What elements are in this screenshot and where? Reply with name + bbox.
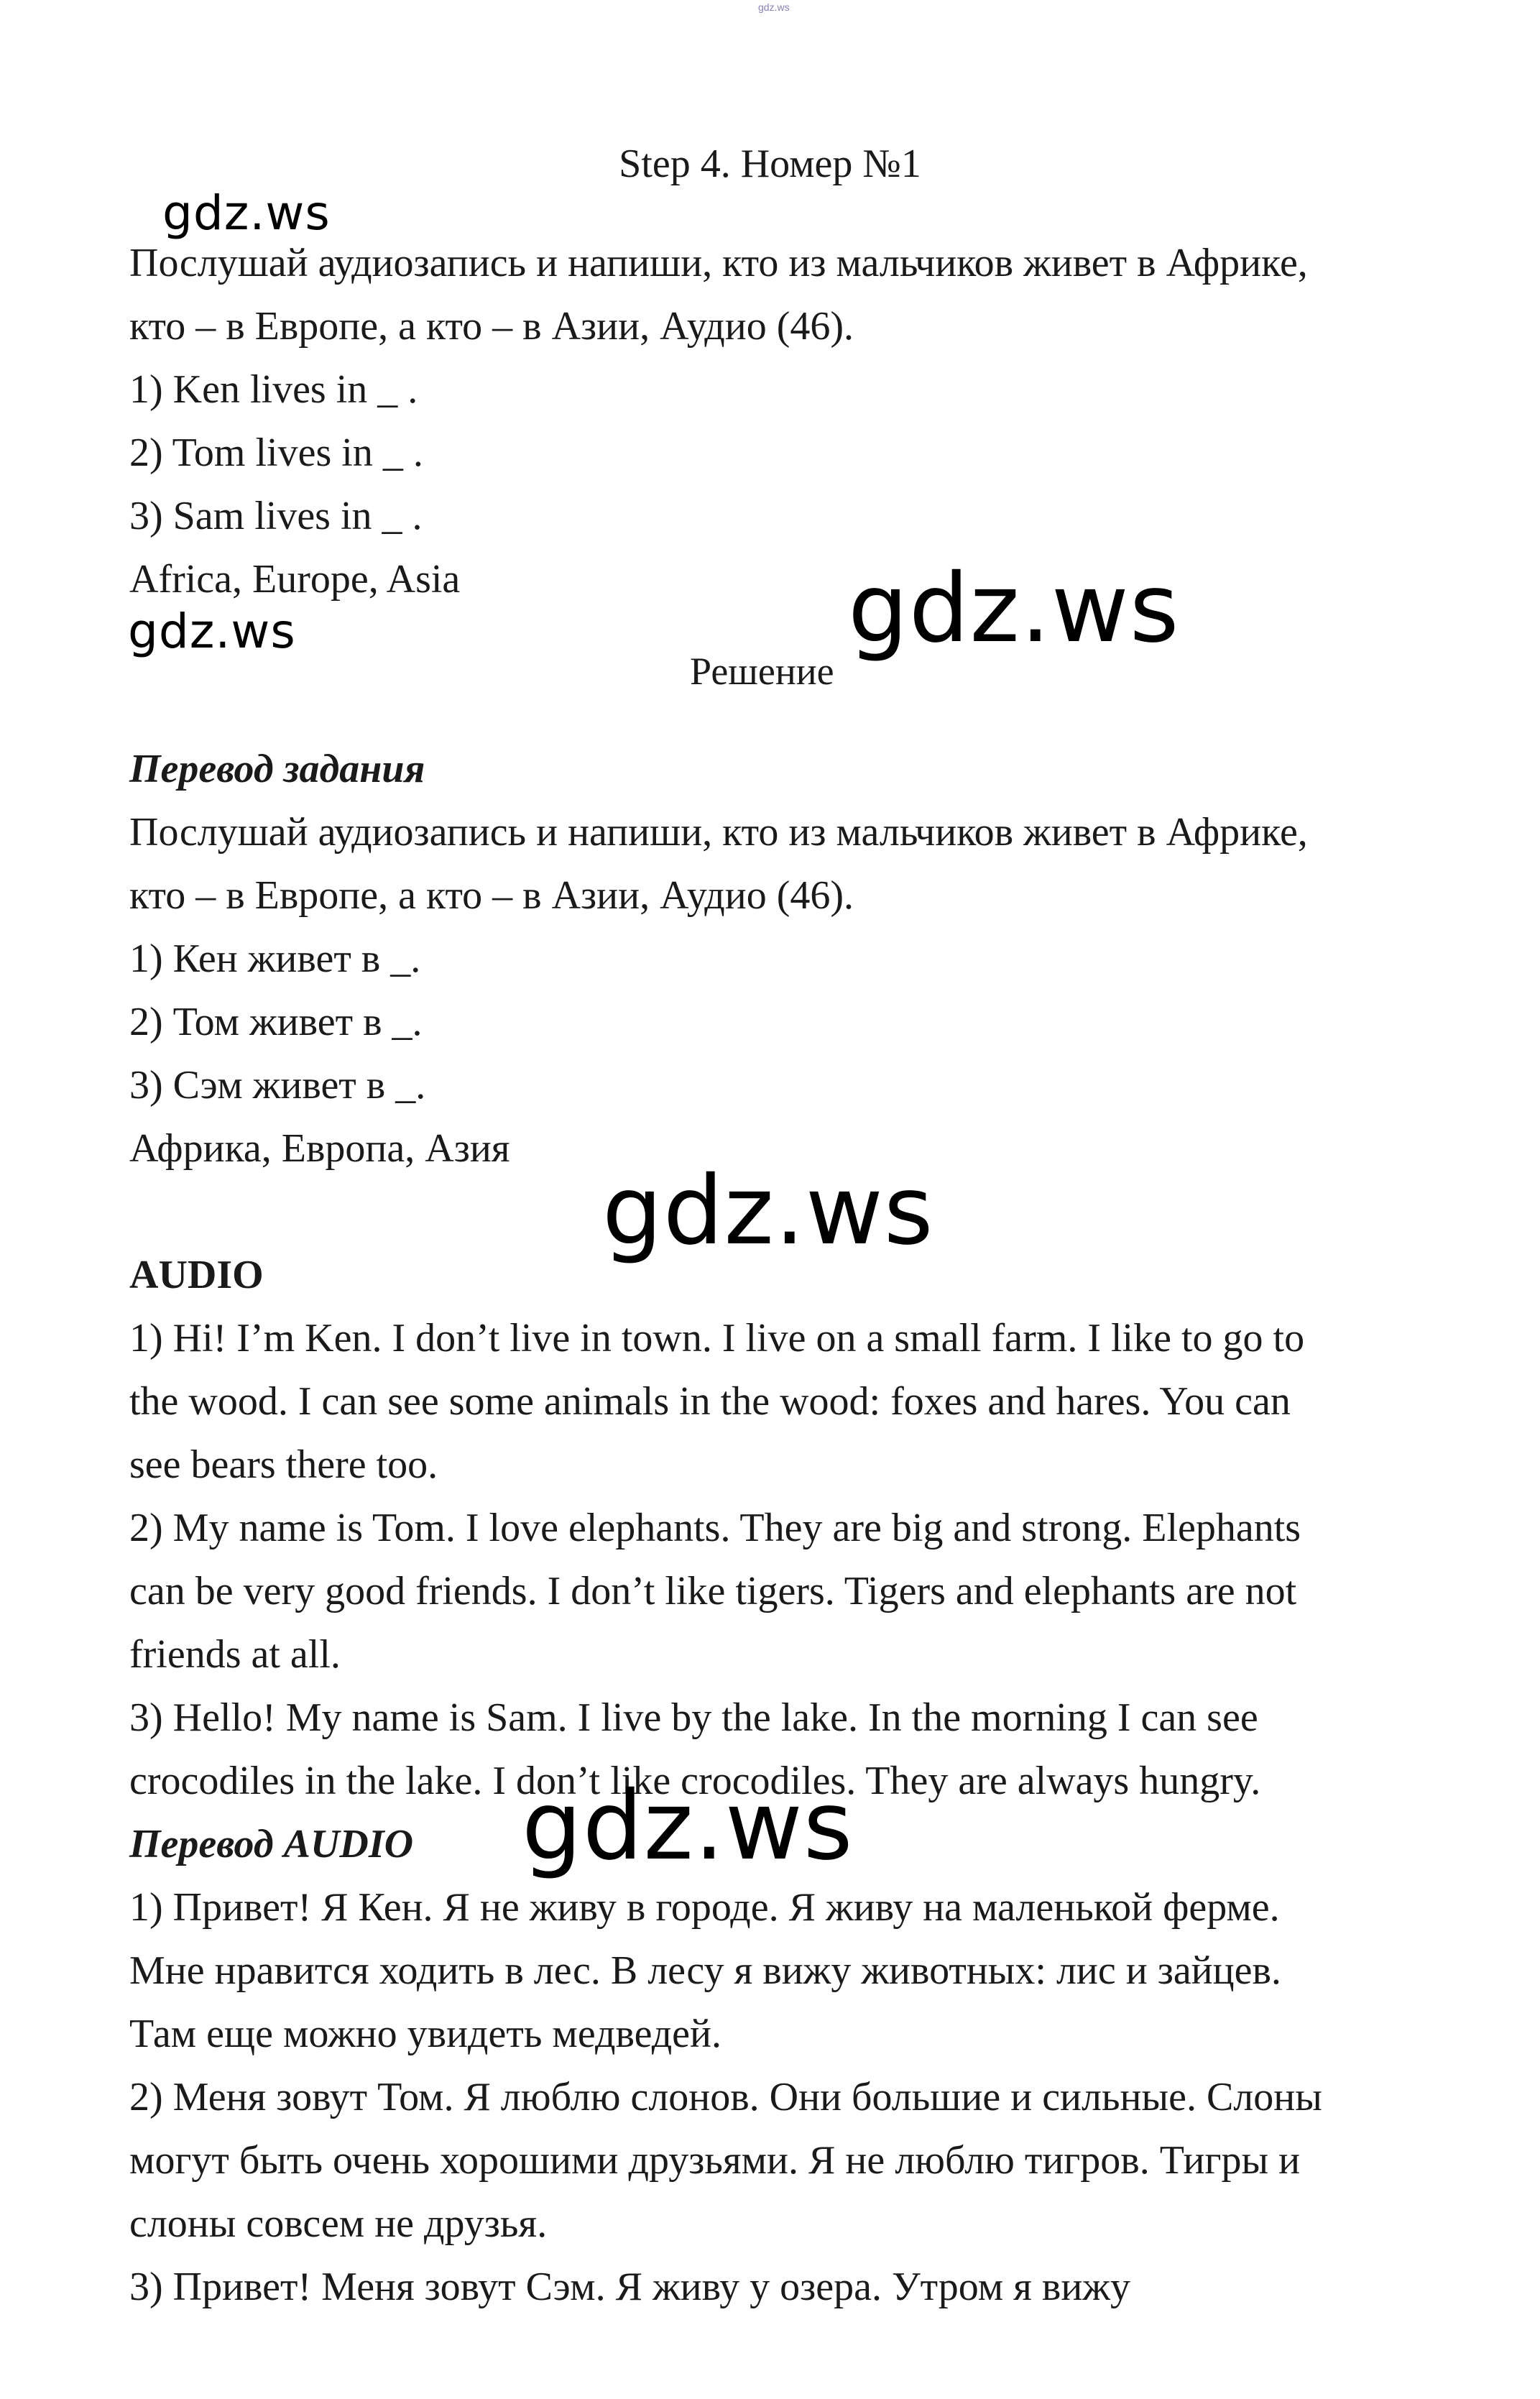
audio-translation-line: 3) Привет! Меня зовут Сэм. Я живу у озера. Утром я вижу [129,2265,1130,2309]
audio-block [129,1243,1423,1813]
watermark-logo: gdz.ws [128,604,296,659]
audio-translation-heading: Перевод AUDIO [129,1822,414,1866]
audio-line: friends at all. [129,1632,341,1677]
translation-line: кто – в Европе, а кто – в Азии, Аудио (46). [129,873,854,918]
watermark-logo: gdz.ws [522,1771,854,1882]
audio-line: 1) Hi! I’m Ken. I don’t live in town. I live on a small farm. I like to go to [129,1316,1305,1360]
watermark-logo: gdz.ws [848,553,1180,664]
audio-translation-line: Там еще можно увидеть медведей. [129,2012,722,2056]
audio-heading: AUDIO [129,1253,264,1297]
task-line: 1) Ken lives in _ . [129,367,418,412]
translation-line: 2) Том живет в _. [129,1000,423,1044]
translation-line: Послушай аудиозапись и напиши, кто из мальчиков живет в Африке, [129,810,1308,855]
task-line: кто – в Европе, а кто – в Азии, Аудио (46). [129,304,854,349]
audio-translation-block [129,1813,1423,2319]
audio-translation-line: Мне нравится ходить в лес. В лесу я вижу животных: лис и зайцев. [129,1948,1281,1993]
audio-line: 2) My name is Tom. I love elephants. They are big and strong. Elephants [129,1506,1301,1550]
task-line: 2) Tom lives in _ . [129,430,423,475]
audio-translation-line: 2) Меня зовут Том. Я люблю слонов. Они большие и сильные. Слоны [129,2075,1322,2119]
audio-translation-line: могут быть очень хорошими друзьями. Я не люблю тигров. Тигры и [129,2138,1301,2183]
task-block [129,231,1423,611]
header-watermark: gdz.ws [758,1,790,13]
audio-line: the wood. I can see some animals in the wood: foxes and hares. You can [129,1379,1291,1424]
task-line: 3) Sam lives in _ . [129,494,423,538]
translation-line: Африка, Европа, Азия [129,1126,510,1171]
task-line: Послушай аудиозапись и напиши, кто из мальчиков живет в Африке, [129,241,1308,285]
solution-label: Решение [690,650,834,693]
watermark-logo: gdz.ws [602,1156,934,1266]
translation-line: 3) Сэм живет в _. [129,1063,426,1108]
audio-line: crocodiles in the lake. I don’t like crocodiles. They are always hungry. [129,1759,1261,1803]
translation-heading: Перевод задания [129,747,425,791]
task-line: Africa, Europe, Asia [129,557,461,602]
audio-translation-line: слоны совсем не друзья. [129,2201,548,2246]
audio-line: can be very good friends. I don’t like tigers. Tigers and elephants are not [129,1569,1297,1613]
translation-line: 1) Кен живет в _. [129,936,421,981]
page-title: Step 4. Номер №1 [619,142,921,186]
translation-block [129,737,1423,1180]
audio-translation-line: 1) Привет! Я Кен. Я не живу в городе. Я живу на маленькой ферме. [129,1885,1280,1930]
audio-line: see bears there too. [129,1442,438,1487]
watermark-logo: gdz.ws [162,185,331,241]
audio-line: 3) Hello! My name is Sam. I live by the lake. In the morning I can see [129,1695,1258,1740]
